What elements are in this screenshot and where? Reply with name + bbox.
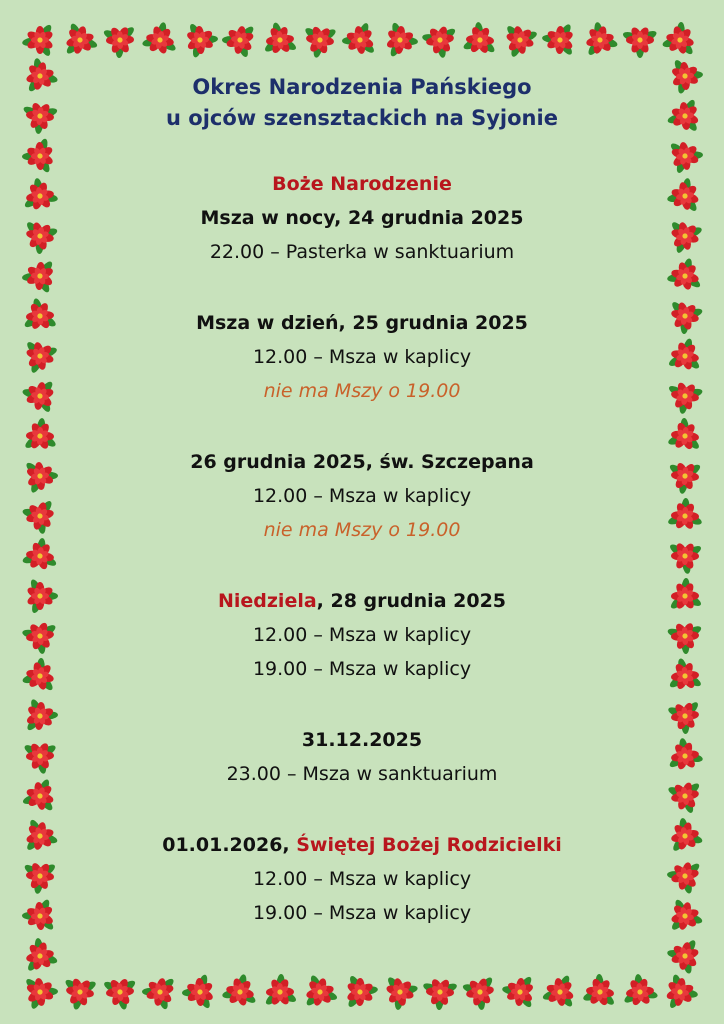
- section-heading: Msza w dzień, 25 grudnia 2025: [196, 312, 528, 334]
- poinsettia-icon: [378, 973, 421, 1014]
- poinsettia-icon: [15, 967, 62, 1014]
- poinsettia-icon: [22, 335, 61, 376]
- poster-title-line-2: u ojców szensztackich na Syjonie: [166, 106, 558, 130]
- section-sunday: [80, 584, 644, 686]
- section-heading: 26 grudnia 2025, św. Szczepana: [190, 451, 534, 473]
- section-new-years-eve: [80, 723, 644, 791]
- poinsettia-icon: [663, 893, 706, 934]
- poinsettia-icon: [15, 54, 63, 102]
- schedule-item: 12.00 – Msza w kaplicy: [252, 346, 472, 368]
- schedule-item: 12.00 – Msza w kaplicy: [252, 868, 472, 890]
- poinsettia-icon: [668, 541, 703, 574]
- poinsettia-icon: [538, 19, 584, 64]
- poinsettia-icon: [219, 20, 257, 60]
- poinsettia-icon: [255, 970, 301, 1016]
- poinsettia-icon: [19, 654, 60, 694]
- poinsettia-icon: [663, 691, 710, 738]
- poinsettia-icon: [18, 131, 64, 176]
- poinsettia-icon: [620, 970, 664, 1015]
- poinsettia-icon: [338, 18, 385, 65]
- section-heading: [80, 828, 644, 862]
- poinsettia-icon: [15, 451, 62, 498]
- poinsettia-icon: [575, 18, 623, 66]
- poinsettia-icon: [18, 894, 65, 940]
- poinsettia-icon: [177, 20, 222, 65]
- poinsettia-icon: [664, 298, 705, 338]
- poinsettia-icon: [458, 967, 505, 1015]
- poinsettia-icon: [16, 613, 59, 657]
- poinsettia-icon: [99, 15, 145, 62]
- poinsettia-icon: [345, 974, 378, 1009]
- poinsettia-icon: [22, 741, 58, 775]
- poinsettia-icon: [499, 972, 544, 1016]
- schedule-item: 12.00 – Msza w kaplicy: [252, 485, 472, 507]
- poinsettia-icon: [58, 18, 100, 59]
- poinsettia-icon: [655, 970, 702, 1017]
- poinsettia-icon: [60, 969, 103, 1013]
- poinsettia-icon: [21, 175, 64, 219]
- poinsettia-icon: [581, 972, 619, 1009]
- section-heading-red: Świętej Bożej Rodzicielki: [296, 834, 562, 856]
- poinsettia-icon: [666, 656, 703, 692]
- poinsettia-icon: [20, 852, 65, 897]
- poinsettia-icon: [21, 296, 58, 331]
- section-st-stephen: [80, 445, 644, 547]
- poinsettia-icon: [665, 452, 709, 497]
- poinsettia-icon: [16, 575, 62, 621]
- poinsettia-icon: [666, 779, 706, 818]
- poinsettia-icon: [138, 17, 185, 65]
- poinsettia-icon: [615, 16, 661, 62]
- poinsettia-icon: [667, 215, 707, 256]
- poinsettia-icon: [20, 258, 55, 295]
- schedule-note: nie ma Mszy o 19.00: [263, 519, 461, 541]
- poinsettia-icon: [666, 734, 709, 778]
- poinsettia-icon: [666, 416, 704, 453]
- poinsettia-icon: [139, 972, 178, 1012]
- poinsettia-icon: [663, 855, 703, 897]
- section-heading: 31.12.2025: [301, 729, 423, 751]
- poinsettia-icon: [218, 969, 265, 1017]
- poinsettia-icon: [20, 219, 61, 258]
- poinsettia-icon: [19, 377, 63, 420]
- poinsettia-icon: [660, 814, 707, 862]
- poinsettia-icon: [661, 612, 706, 658]
- schedule-item: 19.00 – Msza w kaplicy: [252, 658, 472, 680]
- poster-title-line-1: Okres Narodzenia Pańskiego: [192, 75, 532, 99]
- poinsettia-icon: [660, 574, 706, 620]
- poinsettia-icon: [375, 18, 422, 65]
- poinsettia-icon: [22, 23, 55, 58]
- section-heading: [80, 584, 644, 618]
- poster-content: [80, 72, 644, 930]
- schedule-item: 12.00 – Msza w kaplicy: [252, 624, 472, 646]
- poinsettia-icon: [178, 968, 224, 1013]
- section-heading-start: 01.01.2026,: [162, 834, 297, 856]
- poinsettia-icon: [18, 491, 66, 539]
- poinsettia-icon: [461, 20, 498, 55]
- poinsettia-icon: [662, 56, 707, 100]
- poinsettia-icon: [16, 414, 61, 460]
- section-mother-of-god: [80, 828, 644, 930]
- section-heading-rest: , 28 grudnia 2025: [316, 590, 507, 612]
- poinsettia-icon: [102, 976, 139, 1012]
- section-red-label: Boże Narodzenie: [272, 173, 452, 195]
- poinsettia-icon: [298, 970, 340, 1010]
- poinsettia-icon: [662, 931, 710, 978]
- poinsettia-icon: [15, 91, 62, 138]
- poinsettia-icon: [261, 20, 299, 56]
- schedule-item: 22.00 – Pasterka w sanktuarium: [209, 241, 515, 263]
- poinsettia-icon: [660, 131, 707, 178]
- schedule-item: 23.00 – Msza w sanktuarium: [226, 763, 498, 785]
- poinsettia-icon: [19, 777, 57, 817]
- poinsettia-icon: [665, 97, 702, 135]
- poinsettia-icon: [659, 18, 700, 58]
- poinsettia-icon: [663, 254, 711, 302]
- poinsettia-icon: [502, 19, 541, 60]
- poinsettia-icon: [18, 813, 61, 855]
- poinsettia-icon: [415, 968, 461, 1015]
- poinsettia-icon: [417, 18, 460, 62]
- section-heading: Msza w nocy, 24 grudnia 2025: [200, 207, 524, 229]
- schedule-note: nie ma Mszy o 19.00: [263, 380, 461, 402]
- poinsettia-icon: [18, 533, 65, 580]
- poinsettia-icon: [24, 697, 60, 735]
- section-heading-red: Niedziela: [217, 590, 317, 612]
- section-christmas-night: [80, 167, 644, 269]
- poinsettia-icon: [664, 494, 710, 541]
- section-christmas-day: [80, 306, 644, 408]
- poinsettia-icon: [300, 17, 343, 61]
- poinsettia-icon: [662, 335, 704, 378]
- poinsettia-icon: [660, 371, 707, 418]
- poinsettia-icon: [539, 973, 577, 1012]
- poinsettia-icon: [664, 173, 707, 215]
- schedule-item: 19.00 – Msza w kaplicy: [252, 902, 472, 924]
- poinsettia-icon: [15, 934, 62, 982]
